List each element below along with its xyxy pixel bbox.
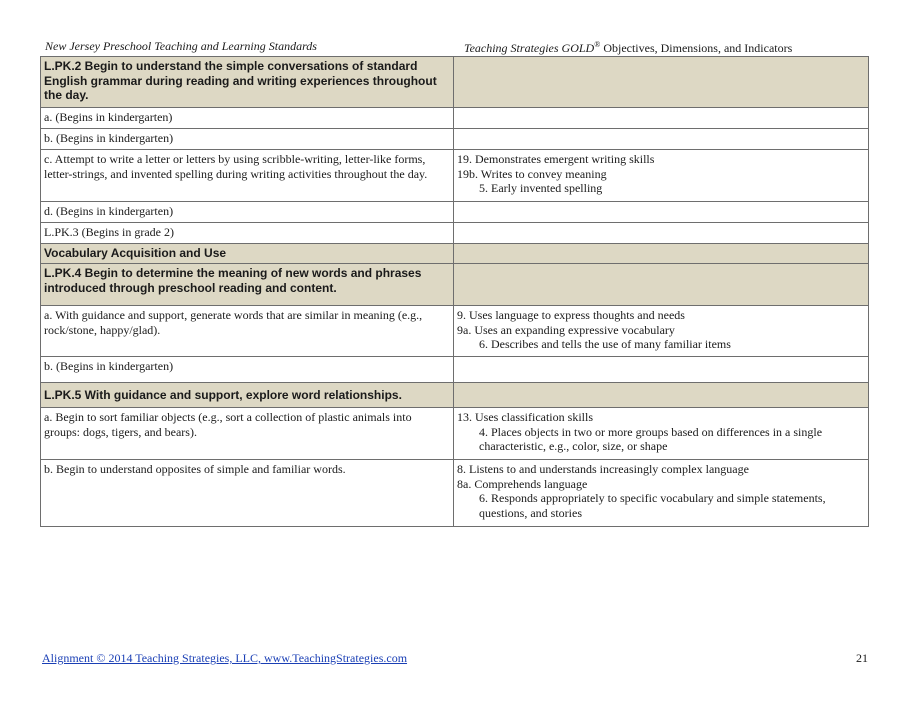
empty-cell bbox=[454, 129, 869, 150]
objective-line: 19. Demonstrates emergent writing skills bbox=[457, 152, 655, 166]
objective-line: 13. Uses classification skills bbox=[457, 410, 593, 424]
table-row bbox=[41, 129, 869, 150]
table-row bbox=[41, 357, 869, 383]
registered-mark: ® bbox=[594, 40, 601, 49]
objectives-cell bbox=[454, 408, 869, 460]
section-heading-cell: Vocabulary Acquisition and Use bbox=[41, 244, 454, 264]
standard-cell: d. (Begins in kindergarten) bbox=[41, 202, 454, 223]
standard-cell: a. With guidance and support, generate words that are similar in meaning (e.g., rock/stone, happy/glad). bbox=[41, 306, 454, 357]
alignment-table bbox=[40, 56, 869, 527]
objectives-cell bbox=[454, 460, 869, 527]
dimension-line: 9a. Uses an expanding expressive vocabulary bbox=[457, 322, 675, 337]
standard-cell: b. Begin to understand opposites of simple and familiar words. bbox=[41, 460, 454, 527]
standard-cell: b. (Begins in kindergarten) bbox=[41, 357, 454, 383]
objectives-cell bbox=[454, 306, 869, 357]
header-standards-title: New Jersey Preschool Teaching and Learning Standards bbox=[45, 39, 317, 53]
indicator-line: 6. Describes and tells the use of many familiar items bbox=[479, 337, 731, 352]
dimension-line: 8a. Comprehends language bbox=[457, 476, 588, 491]
standard-cell: a. (Begins in kindergarten) bbox=[41, 108, 454, 129]
standard-lpk4-cell: L.PK.4 Begin to determine the meaning of new words and phrases introduced through preschool reading and content. bbox=[41, 264, 454, 306]
indicator-line: 4. Places objects in two or more groups based on differences in a single characteristic, e.g., color, size, or shape bbox=[479, 424, 823, 454]
indicator-line: 5. Early invented spelling bbox=[479, 181, 603, 196]
table-row bbox=[41, 150, 869, 202]
standard-cell: c. Attempt to write a letter or letters by using scribble-writing, letter-like forms, letter-strings, and invented spelling during writing activities throughout the day. bbox=[41, 150, 454, 202]
table-row bbox=[41, 306, 869, 357]
empty-cell bbox=[454, 202, 869, 223]
objective-line: 8. Listens to and understands increasingly complex language bbox=[457, 462, 749, 476]
table-row-section-heading bbox=[41, 244, 869, 264]
table-row bbox=[41, 223, 869, 244]
standard-cell: a. Begin to sort familiar objects (e.g., sort a collection of plastic animals into groups: dogs, tigers, and bears). bbox=[41, 408, 454, 460]
footer-copyright-link[interactable]: Alignment © 2014 Teaching Strategies, LLC, www.TeachingStrategies.com bbox=[42, 651, 408, 665]
empty-cell bbox=[454, 108, 869, 129]
indicator-line: 6. Responds appropriately to specific vocabulary and simple statements, questions, and stories bbox=[479, 491, 826, 520]
empty-cell bbox=[454, 244, 869, 264]
objectives-cell bbox=[454, 150, 869, 202]
standard-lpk5-cell: L.PK.5 With guidance and support, explore word relationships. bbox=[41, 383, 454, 408]
table-row-standard-lpk4 bbox=[41, 264, 869, 306]
empty-cell bbox=[454, 357, 869, 383]
table-row-standard-lpk2 bbox=[41, 57, 869, 108]
header-gold-rest: Objectives, Dimensions, and Indicators bbox=[600, 41, 793, 55]
table-row bbox=[41, 108, 869, 129]
table-row bbox=[41, 202, 869, 223]
empty-cell bbox=[454, 383, 869, 408]
header-gold-name: Teaching Strategies GOLD bbox=[464, 41, 595, 55]
objective-line: 9. Uses language to express thoughts and needs bbox=[457, 308, 685, 322]
page-number: 21 bbox=[856, 651, 868, 665]
empty-cell bbox=[454, 57, 869, 108]
table-row bbox=[41, 460, 869, 527]
empty-cell bbox=[454, 264, 869, 306]
standard-cell: L.PK.3 (Begins in grade 2) bbox=[41, 223, 454, 244]
table-row bbox=[41, 408, 869, 460]
dimension-line: 19b. Writes to convey meaning bbox=[457, 166, 607, 181]
standard-lpk2-cell: L.PK.2 Begin to understand the simple conversations of standard English grammar during reading and writing experiences throughout the day. bbox=[41, 57, 454, 108]
empty-cell bbox=[454, 223, 869, 244]
standard-cell: b. (Begins in kindergarten) bbox=[41, 129, 454, 150]
header-gold-title bbox=[464, 41, 792, 56]
table-row-standard-lpk5 bbox=[41, 383, 869, 408]
